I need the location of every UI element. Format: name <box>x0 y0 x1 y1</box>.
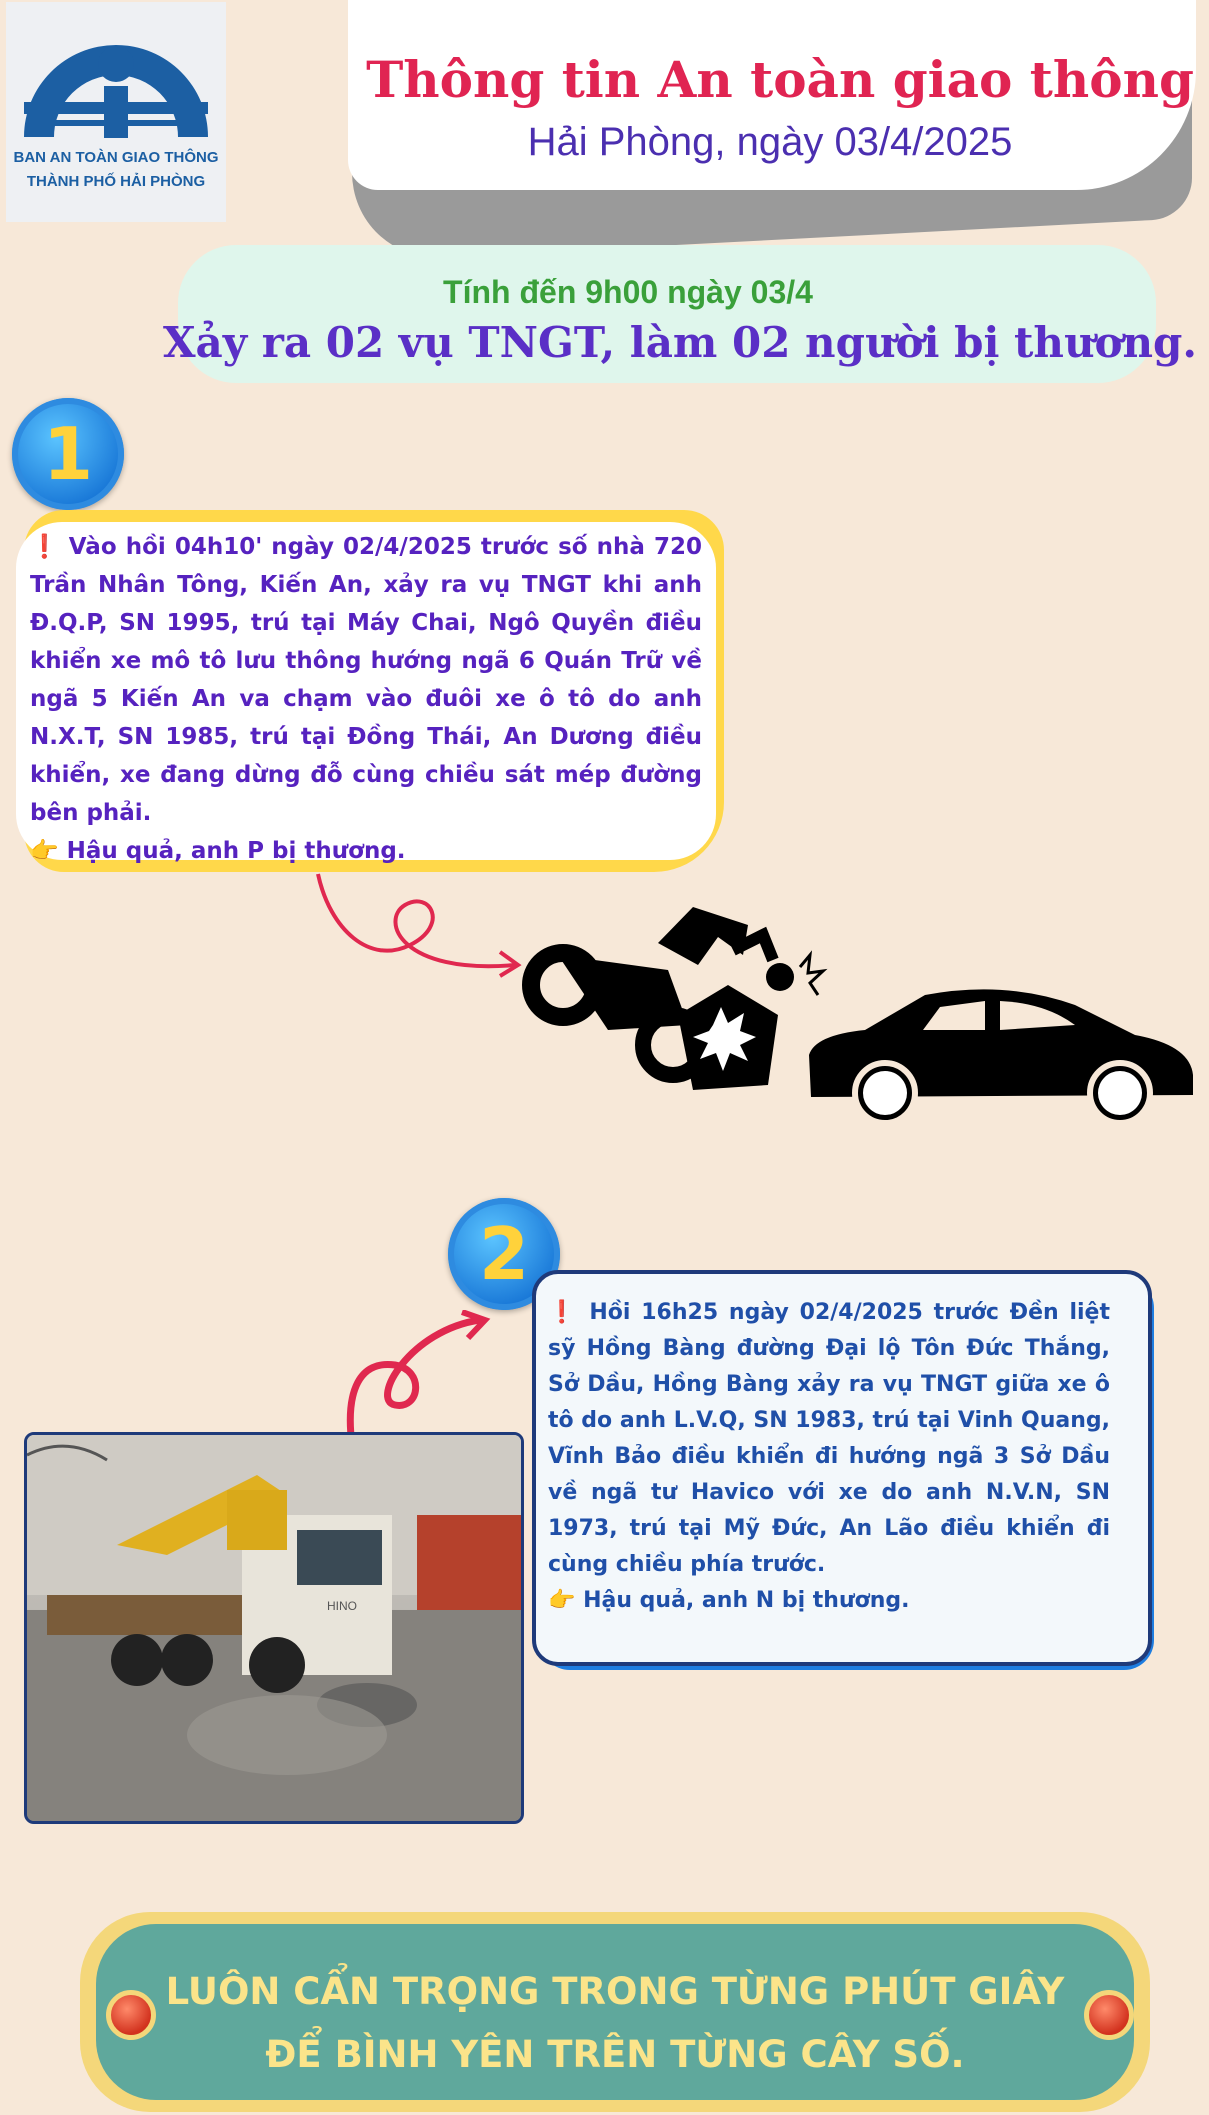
incident-1-result: Hậu quả, anh P bị thương. <box>66 838 406 864</box>
motorbike-crash-icon <box>518 895 828 1105</box>
truck-badge: HINO <box>327 1599 357 1613</box>
logo-line-2: THÀNH PHỐ HẢI PHÒNG <box>26 173 206 190</box>
alert-icon: ❗ <box>30 534 60 560</box>
logo-line-1: BAN AN TOÀN GIAO THÔNG <box>13 149 219 166</box>
incident-2-number-badge: 2 <box>448 1198 560 1310</box>
curly-arrow-icon <box>340 1310 500 1450</box>
incident-1-text <box>30 528 702 870</box>
incident-2-text <box>548 1295 1110 1619</box>
incident-2-description: Hồi 16h25 ngày 02/4/2025 trước Đền liệt sỹ Hồng Bàng đường Đại lộ Tôn Đức Thắng, Sở Dầu, Hồng Bàng xảy ra vụ TNGT giữa xe ô tô do anh L.V.Q, SN 1983, trú tại Vinh Quang, Vĩnh Bảo điều khiển đi hướng ngã 3 Sở Dầu về ngã tư Havico với xe do anh N.V.N, SN 1973, trú tại Mỹ Đức, An Lão điều khiển đi cùng chiều phía trước. <box>548 1300 1110 1577</box>
page-title: Thông tin An toàn giao thông <box>366 50 1194 109</box>
summary-subtitle: Tính đến 9h00 ngày 03/4 <box>443 274 813 310</box>
incident-2-result: Hậu quả, anh N bị thương. <box>583 1588 910 1613</box>
logo-text <box>6 146 226 194</box>
alert-icon: ❗ <box>548 1300 579 1325</box>
incident-1-number-badge: 1 <box>12 398 124 510</box>
traffic-safety-logo-icon <box>6 2 226 142</box>
curly-arrow-icon <box>300 870 530 990</box>
incident-1-description: Vào hồi 04h10' ngày 02/4/2025 trước số nhà 720 Trần Nhân Tông, Kiến An, xảy ra vụ TNGT khi anh Đ.Q.P, SN 1995, trú tại Máy Chai, Ngô Quyền điều khiển xe mô tô lưu thông hướng ngã 6 Quán Trữ về ngã 5 Kiến An va chạm vào đuôi xe ô tô do anh N.X.T, SN 1985, trú tại Đồng Thái, An Dương điều khiển, xe đang dừng đỗ cùng chiều sát mép đường bên phải. <box>30 534 702 826</box>
accident-photo <box>24 1432 524 1824</box>
pointing-hand-icon: 👉 <box>30 838 59 864</box>
summary-headline: Xảy ra 02 vụ TNGT, làm 02 người bị thương. <box>162 318 1198 367</box>
pointing-hand-icon: 👉 <box>548 1588 576 1613</box>
slogan-line-1: LUÔN CẨN TRỌNG TRONG TỪNG PHÚT GIÂY <box>165 1970 1065 2013</box>
crane-truck-image <box>27 1435 521 1821</box>
page-date: Hải Phòng, ngày 03/4/2025 <box>527 120 1013 164</box>
car-icon <box>805 985 1195 1125</box>
slogan-line-2: ĐỂ BÌNH YÊN TRÊN TỪNG CÂY SỐ. <box>265 2033 965 2076</box>
